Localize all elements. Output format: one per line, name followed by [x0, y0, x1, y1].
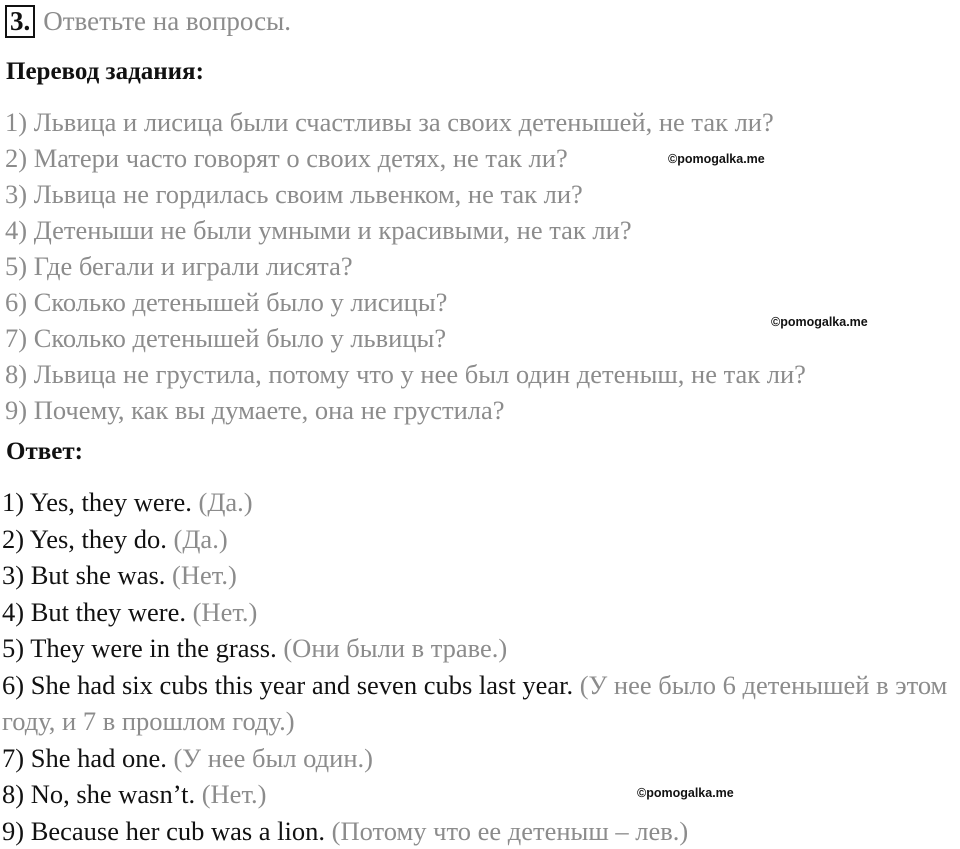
answer-title: Ответ:	[6, 437, 83, 467]
answer-english: 4) But they were.	[2, 597, 186, 627]
answer-item	[2, 740, 958, 777]
answer-english: 9) Because her cub was a lion.	[2, 816, 325, 846]
translation-item: 6) Сколько детенышей было у лисицы?	[5, 284, 806, 320]
answer-russian: (Потому что ее детеныш – лев.)	[332, 816, 689, 846]
task-instruction: Ответьте на вопросы.	[43, 3, 291, 39]
answer-russian: (Нет.)	[172, 560, 237, 590]
answer-english: 5) They were in the grass.	[2, 633, 277, 663]
translation-item: 7) Сколько детенышей было у львицы?	[5, 320, 806, 356]
answer-english: 8) No, she wasn’t.	[2, 779, 195, 809]
answer-item	[2, 521, 958, 558]
answer-english: 7) She had one.	[2, 743, 167, 773]
answer-english: 6) She had six cubs this year and seven cubs last year.	[2, 670, 573, 700]
answer-russian: (Нет.)	[202, 779, 267, 809]
translation-item: 4) Детеныши не были умными и красивыми, не так ли?	[5, 212, 806, 248]
translation-item: 5) Где бегали и играли лисята?	[5, 248, 806, 284]
answer-list	[2, 484, 958, 849]
answer-item	[2, 594, 958, 631]
answer-item	[2, 557, 958, 594]
answer-russian: (У нее был один.)	[173, 743, 372, 773]
translation-item: 3) Львица не гордилась своим львенком, не так ли?	[5, 176, 806, 212]
translation-item: 8) Львица не грустила, потому что у нее был один детеныш, не так ли?	[5, 356, 806, 392]
answer-russian: (У нее было 6 детенышей в этом году, и 7 в прошлом году.)	[2, 670, 947, 737]
translation-item: 1) Львица и лисица были счастливы за своих детенышей, не так ли?	[5, 104, 806, 140]
watermark: ©pomogalka.me	[771, 315, 868, 329]
answer-item	[2, 630, 958, 667]
watermark: ©pomogalka.me	[637, 786, 734, 800]
answer-english: 2) Yes, they do.	[2, 524, 167, 554]
answer-russian: (Нет.)	[193, 597, 258, 627]
translation-item: 2) Матери часто говорят о своих детях, не так ли?	[5, 140, 806, 176]
answer-russian: (Да.)	[199, 487, 253, 517]
watermark: ©pomogalka.me	[668, 152, 765, 166]
answer-english: 1) Yes, they were.	[2, 487, 192, 517]
task-number: 3.	[5, 5, 35, 38]
translation-title: Перевод задания:	[6, 57, 204, 87]
answer-item	[2, 667, 958, 740]
answer-item	[2, 776, 958, 813]
translation-item: 9) Почему, как вы думаете, она не грустила?	[5, 392, 806, 428]
answer-item	[2, 813, 958, 849]
answer-item	[2, 484, 958, 521]
task-header	[5, 3, 291, 39]
answer-english: 3) But she was.	[2, 560, 165, 590]
answer-russian: (Да.)	[174, 524, 228, 554]
answer-russian: (Они были в траве.)	[283, 633, 507, 663]
